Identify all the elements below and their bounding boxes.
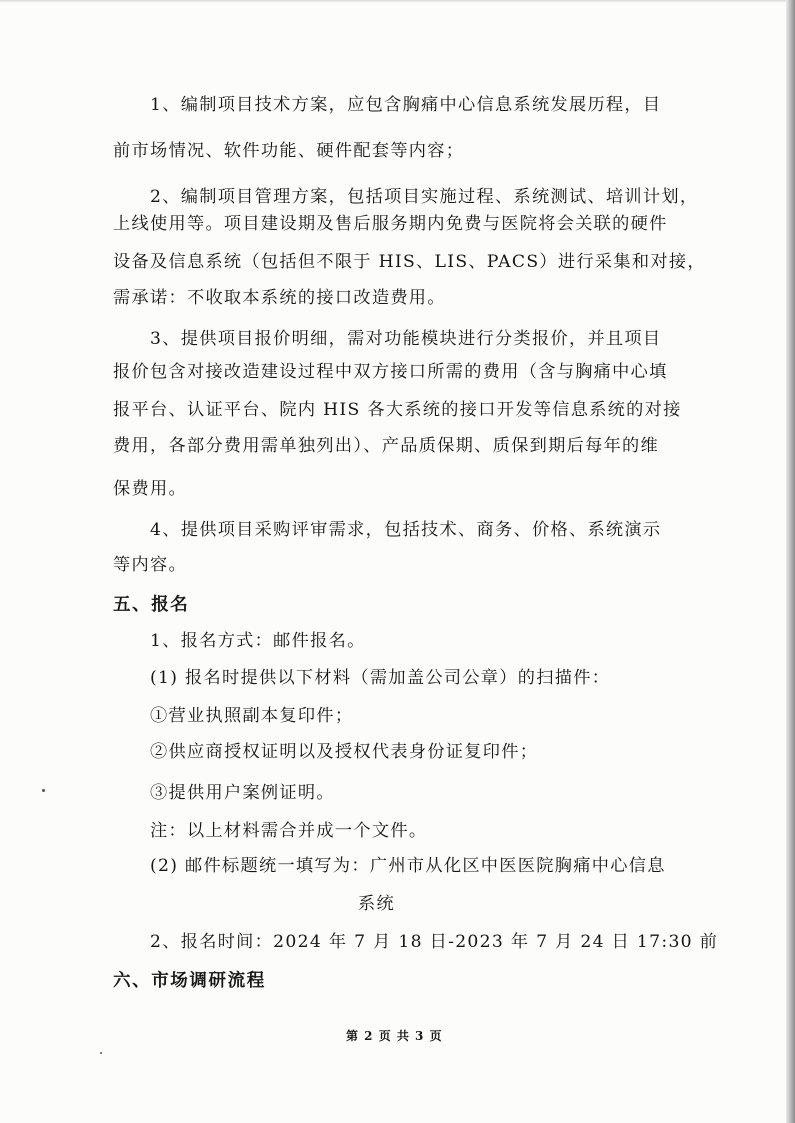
email-title-line2: 系统: [358, 894, 395, 914]
section5-heading: 五、报名: [113, 595, 190, 615]
registration-method: 1、报名方式：邮件报名。: [150, 631, 366, 651]
item1-line1: 1、编制项目技术方案，应包含胸痛中心信息系统发展历程，目: [150, 95, 662, 115]
email-title-line1: (2) 邮件标题统一填写为：广州市从化区中医医院胸痛中心信息: [150, 856, 666, 876]
material-item-1: ①营业执照副本复印件；: [150, 706, 354, 726]
material-item-3: ③提供用户案例证明。: [150, 783, 335, 803]
item3-line5: 保费用。: [113, 479, 187, 499]
item3-line3: 报平台、认证平台、院内 HIS 各大系统的接口开发等信息系统的对接: [113, 400, 682, 420]
item4-line2: 等内容。: [113, 555, 187, 575]
materials-intro: (1) 报名时提供以下材料（需加盖公司公章）的扫描件：: [150, 668, 611, 688]
scan-top-shadow: [0, 0, 795, 3]
item2-line2: 上线使用等。项目建设期及售后服务期内免费与医院将会关联的硬件: [113, 214, 668, 234]
item1-line2: 前市场情况、软件功能、硬件配套等内容；: [113, 141, 465, 161]
page-footer: 第 2 页 共 3 页: [346, 1029, 443, 1043]
item3-line2: 报价包含对接改造建设过程中双方接口所需的费用（含与胸痛中心填: [113, 362, 668, 382]
material-item-2: ②供应商授权证明以及授权代表身份证复印件；: [150, 742, 539, 762]
item3-line1: 3、提供项目报价明细，需对功能模块进行分类报价，并且项目: [150, 329, 662, 349]
registration-time: 2、报名时间：2024 年 7 月 18 日-2023 年 7 月 24 日 17:30 前: [150, 932, 719, 952]
scan-edge-shadow: [786, 0, 795, 1123]
section6-heading: 六、市场调研流程: [113, 971, 266, 991]
materials-note: 注：以上材料需合并成一个文件。: [150, 821, 428, 841]
item2-line1: 2、编制项目管理方案，包括项目实施过程、系统测试、培训计划，: [150, 187, 699, 207]
item3-line4: 费用，各部分费用需单独列出）、产品质保期、质保到期后每年的维: [113, 436, 660, 456]
item2-line4: 需承诺：不收取本系统的接口改造费用。: [113, 288, 446, 308]
item4-line1: 4、提供项目采购评审需求，包括技术、商务、价格、系统演示: [150, 520, 662, 540]
scan-speck: [100, 1052, 102, 1054]
item2-line3: 设备及信息系统（包括但不限于 HIS、LIS、PACS）进行采集和对接，: [113, 252, 706, 272]
scan-speck: [42, 789, 45, 792]
